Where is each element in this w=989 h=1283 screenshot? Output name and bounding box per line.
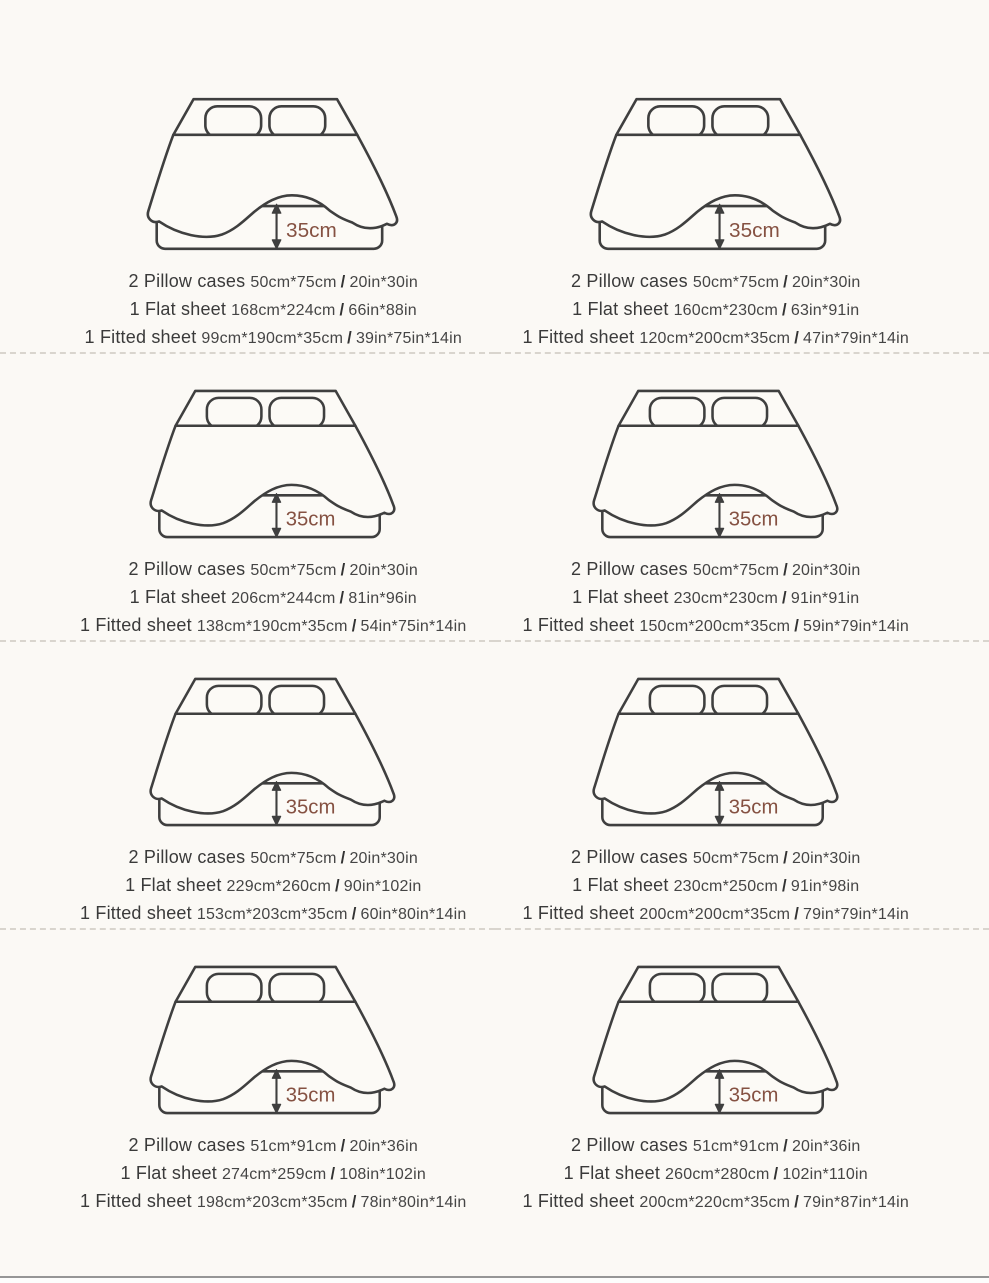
in-size: 79in*79in*14in: [802, 906, 909, 923]
cm-size: 229cm*260cm: [226, 878, 331, 895]
size-card-5: [0, 640, 495, 928]
item-label: 1 Flat sheet: [572, 875, 669, 895]
unit-divider: /: [339, 589, 345, 607]
cm-size: 230cm*250cm: [673, 878, 779, 895]
spec-list: [80, 556, 467, 640]
unit-divider: /: [347, 329, 352, 347]
fitted-sheet-spec: [85, 324, 462, 352]
in-size: 39in*75in*14in: [355, 330, 462, 347]
flat-sheet-spec: [80, 1160, 467, 1188]
spec-list: [522, 556, 909, 640]
in-size: 20in*36in: [791, 1138, 861, 1155]
unit-divider: /: [351, 1193, 357, 1211]
cm-size: 200cm*200cm*35cm: [639, 906, 791, 923]
item-label: 2 Pillow cases: [571, 847, 688, 867]
in-size: 90in*102in: [343, 878, 422, 895]
size-card-6: [495, 640, 989, 928]
unit-divider: /: [339, 301, 345, 319]
item-label: 1 Fitted sheet: [79, 903, 192, 923]
in-size: 47in*79in*14in: [802, 330, 909, 347]
cm-size: 230cm*230cm: [673, 590, 779, 607]
bed-illustration: [128, 85, 418, 263]
size-card-3: [0, 352, 495, 640]
unit-divider: /: [340, 849, 346, 867]
fitted-sheet-spec: [80, 900, 467, 928]
item-label: 1 Fitted sheet: [522, 1191, 635, 1211]
cm-size: 206cm*244cm: [231, 590, 336, 607]
cm-size: 153cm*203cm*35cm: [196, 906, 348, 923]
cm-size: 150cm*200cm*35cm: [639, 618, 791, 635]
cm-size: 50cm*75cm: [692, 274, 780, 291]
in-size: 60in*80in*14in: [360, 906, 467, 923]
in-size: 78in*80in*14in: [360, 1194, 467, 1211]
pillow-case-spec: [80, 556, 467, 584]
unit-divider: /: [351, 617, 357, 635]
depth-label: 35cm: [286, 1084, 336, 1107]
in-size: 91in*91in: [790, 590, 860, 607]
cm-size: 51cm*91cm: [692, 1138, 780, 1155]
item-label: 1 Flat sheet: [129, 587, 227, 607]
spec-list: [522, 268, 909, 352]
pillow-case-spec: [80, 844, 467, 872]
pillow-case-spec: [522, 268, 909, 296]
flat-sheet-spec: [80, 872, 467, 900]
in-size: 20in*30in: [349, 274, 418, 291]
item-label: 1 Fitted sheet: [79, 1191, 192, 1211]
bottom-margin-strip: [0, 1278, 989, 1283]
in-size: 66in*88in: [348, 302, 417, 319]
depth-label: 35cm: [728, 796, 779, 819]
item-label: 2 Pillow cases: [571, 271, 688, 291]
bed-illustration: [571, 953, 861, 1127]
item-label: 1 Flat sheet: [572, 587, 669, 607]
flat-sheet-spec: [80, 584, 467, 612]
in-size: 108in*102in: [339, 1166, 426, 1183]
unit-divider: /: [794, 329, 799, 347]
item-label: 2 Pillow cases: [128, 271, 246, 291]
in-size: 20in*30in: [791, 850, 861, 867]
bed-illustration: [128, 665, 418, 839]
unit-divider: /: [794, 617, 799, 635]
spec-list: [522, 1132, 909, 1216]
unit-divider: /: [340, 273, 346, 291]
cm-size: 160cm*230cm: [673, 302, 779, 319]
unit-divider: /: [783, 273, 788, 291]
cm-size: 200cm*220cm*35cm: [639, 1194, 791, 1211]
cm-size: 50cm*75cm: [692, 562, 780, 579]
cm-size: 274cm*259cm: [221, 1166, 327, 1183]
flat-sheet-spec: [522, 872, 909, 900]
cm-size: 50cm*75cm: [250, 562, 337, 579]
unit-divider: /: [340, 1137, 346, 1155]
flat-sheet-spec: [85, 296, 462, 324]
item-label: 2 Pillow cases: [571, 1135, 688, 1155]
item-label: 1 Fitted sheet: [79, 615, 192, 635]
unit-divider: /: [794, 1193, 799, 1211]
pillow-case-spec: [85, 268, 462, 296]
flat-sheet-spec: [522, 296, 909, 324]
unit-divider: /: [335, 877, 340, 895]
bed-illustration: [128, 377, 418, 551]
pillow-case-spec: [522, 556, 909, 584]
unit-divider: /: [782, 877, 787, 895]
depth-label: 35cm: [286, 508, 336, 531]
in-size: 20in*30in: [791, 562, 861, 579]
in-size: 63in*91in: [790, 302, 860, 319]
fitted-sheet-spec: [522, 612, 909, 640]
pillow-case-spec: [80, 1132, 467, 1160]
unit-divider: /: [794, 905, 799, 923]
cm-size: 51cm*91cm: [250, 1138, 337, 1155]
item-label: 2 Pillow cases: [571, 559, 688, 579]
unit-divider: /: [782, 589, 787, 607]
cm-size: 168cm*224cm: [231, 302, 336, 319]
pillow-case-spec: [522, 1132, 909, 1160]
depth-label: 35cm: [286, 796, 336, 819]
fitted-sheet-spec: [80, 612, 467, 640]
fitted-sheet-spec: [522, 324, 909, 352]
fitted-sheet-spec: [522, 900, 909, 928]
cm-size: 50cm*75cm: [250, 274, 337, 291]
unit-divider: /: [782, 301, 787, 319]
in-size: 20in*36in: [349, 1138, 418, 1155]
item-label: 1 Flat sheet: [125, 875, 222, 895]
cm-size: 50cm*75cm: [250, 850, 337, 867]
flat-sheet-spec: [522, 1160, 909, 1188]
in-size: 81in*96in: [348, 590, 417, 607]
item-label: 2 Pillow cases: [128, 559, 246, 579]
fitted-sheet-spec: [522, 1188, 909, 1216]
flat-sheet-spec: [522, 584, 909, 612]
size-card-7: [0, 928, 495, 1216]
fitted-sheet-spec: [80, 1188, 467, 1216]
unit-divider: /: [351, 905, 357, 923]
item-label: 1 Flat sheet: [120, 1163, 217, 1183]
bed-illustration: [128, 953, 418, 1127]
item-label: 1 Flat sheet: [129, 299, 227, 319]
in-size: 20in*30in: [791, 274, 861, 291]
item-label: 2 Pillow cases: [128, 847, 246, 867]
spec-list: [80, 844, 467, 928]
cm-size: 260cm*280cm: [665, 1166, 770, 1183]
cm-size: 99cm*190cm*35cm: [201, 330, 344, 347]
item-label: 1 Flat sheet: [563, 1163, 661, 1183]
cm-size: 120cm*200cm*35cm: [639, 330, 791, 347]
in-size: 59in*79in*14in: [802, 618, 909, 635]
unit-divider: /: [783, 1137, 788, 1155]
item-label: 2 Pillow cases: [128, 1135, 246, 1155]
unit-divider: /: [783, 561, 788, 579]
pillow-case-spec: [522, 844, 909, 872]
item-label: 1 Flat sheet: [572, 299, 669, 319]
item-label: 1 Fitted sheet: [522, 615, 635, 635]
size-card-2: [495, 0, 989, 352]
unit-divider: /: [773, 1165, 779, 1183]
depth-label: 35cm: [728, 218, 780, 242]
in-size: 91in*98in: [790, 878, 860, 895]
in-size: 20in*30in: [349, 562, 418, 579]
cm-size: 198cm*203cm*35cm: [196, 1194, 348, 1211]
size-card-8: [495, 928, 989, 1216]
in-size: 54in*75in*14in: [360, 618, 467, 635]
bed-illustration: [571, 665, 861, 839]
item-label: 1 Fitted sheet: [522, 903, 635, 923]
item-label: 1 Fitted sheet: [522, 327, 635, 347]
item-label: 1 Fitted sheet: [84, 327, 197, 347]
in-size: 102in*110in: [782, 1166, 868, 1183]
spec-list: [85, 268, 462, 352]
depth-label: 35cm: [286, 218, 338, 242]
cm-size: 50cm*75cm: [692, 850, 780, 867]
bed-illustration: [571, 85, 861, 263]
in-size: 20in*30in: [349, 850, 418, 867]
unit-divider: /: [340, 561, 346, 579]
depth-label: 35cm: [728, 508, 779, 531]
bed-illustration: [571, 377, 861, 551]
cm-size: 138cm*190cm*35cm: [196, 618, 348, 635]
size-card-1: [0, 0, 495, 352]
depth-label: 35cm: [728, 1084, 779, 1107]
spec-list: [522, 844, 909, 928]
unit-divider: /: [330, 1165, 336, 1183]
unit-divider: /: [783, 849, 788, 867]
size-card-4: [495, 352, 989, 640]
spec-list: [80, 1132, 467, 1216]
in-size: 79in*87in*14in: [802, 1194, 909, 1211]
